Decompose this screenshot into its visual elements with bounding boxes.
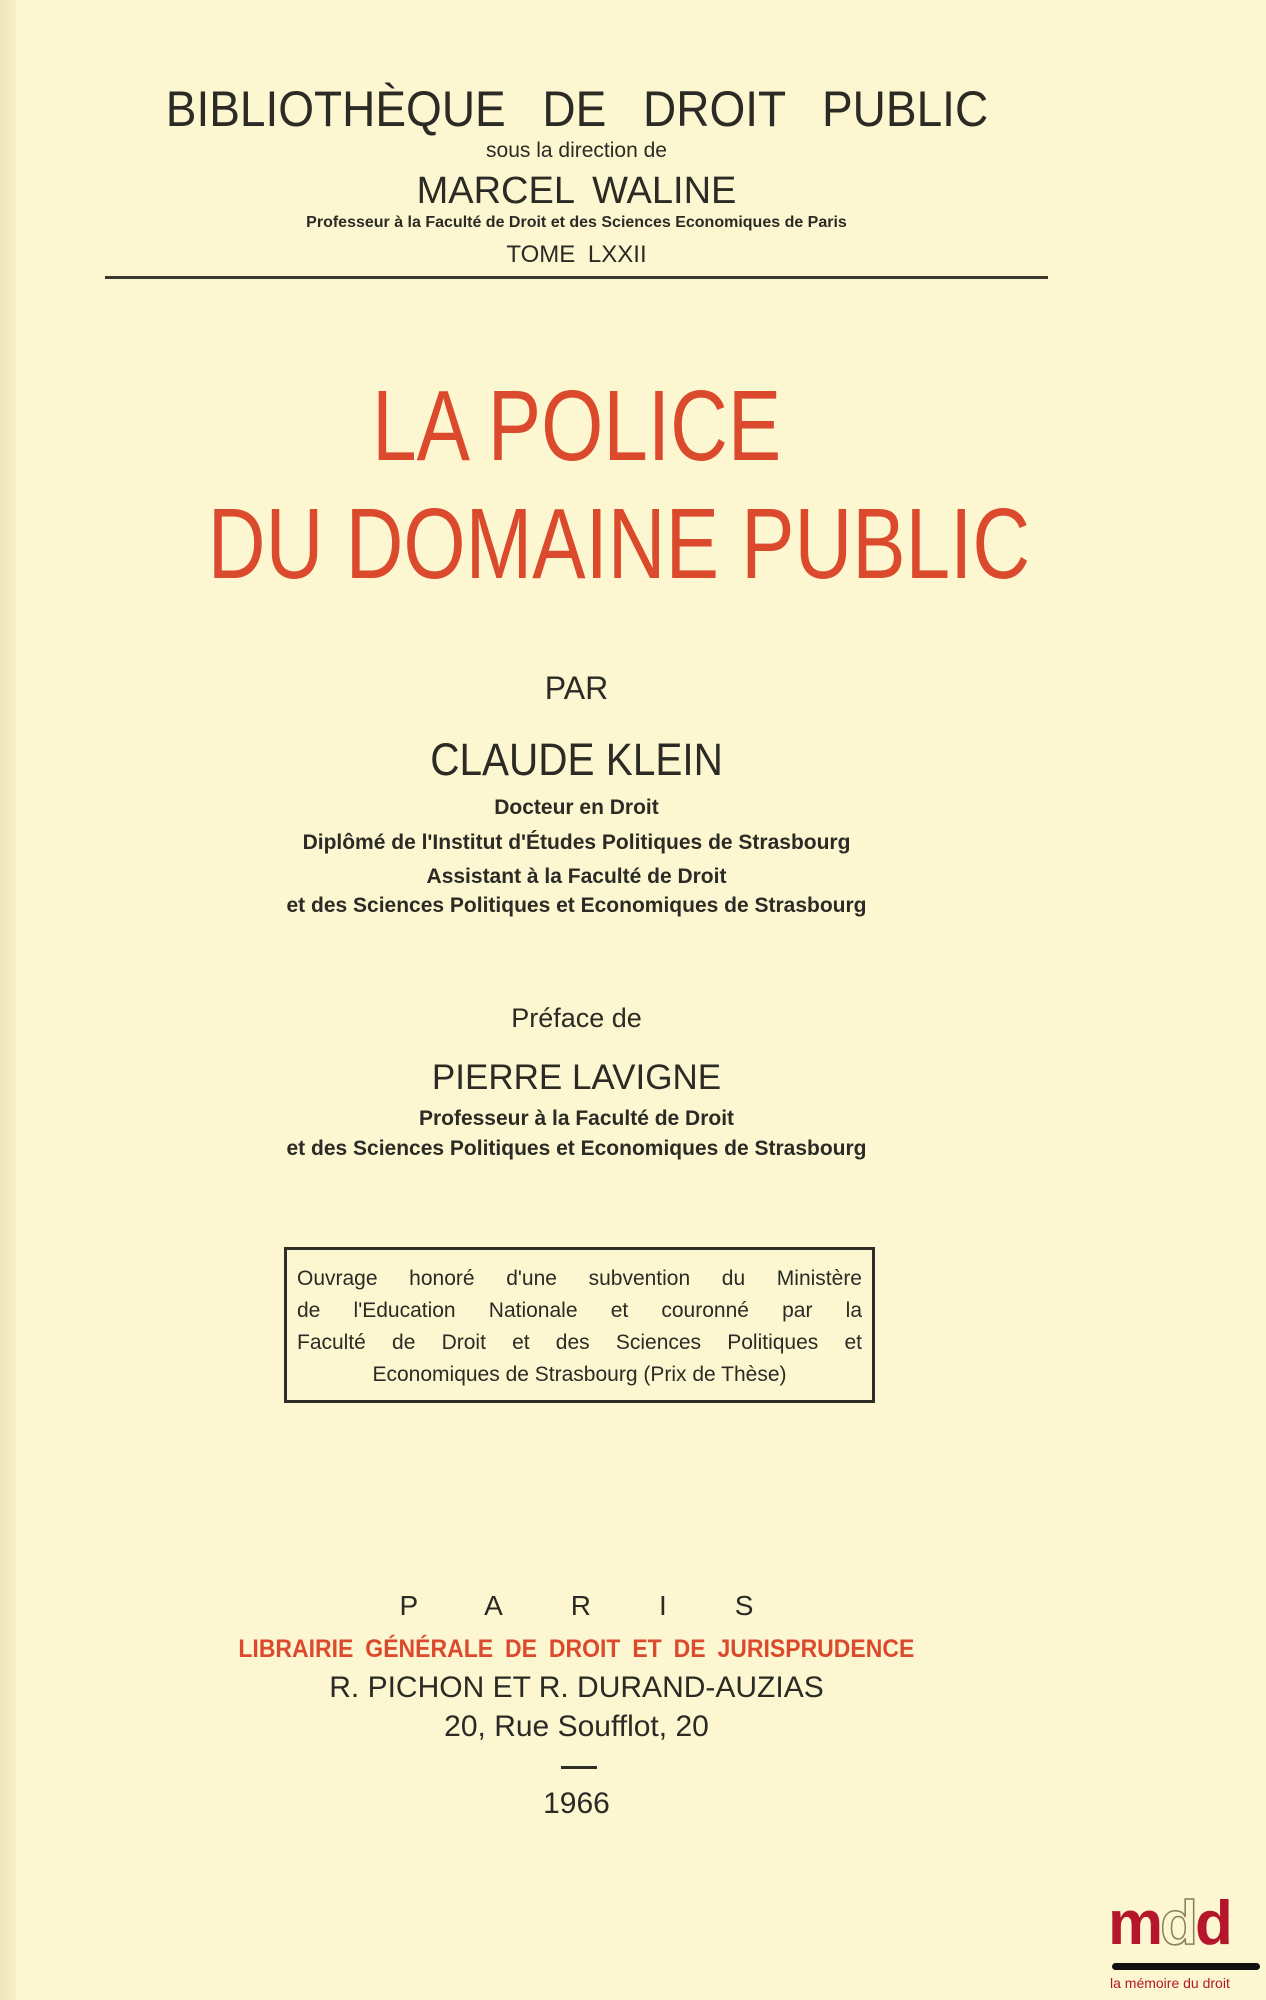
- volume-number: TOME LXXII: [506, 241, 647, 268]
- director-name: MARCEL WALINE: [416, 170, 737, 212]
- director-title: Professeur à la Faculté de Droit et des Sciences Economiques de Paris: [306, 214, 847, 231]
- preface-author-name: PIERRE LAVIGNE: [431, 1058, 722, 1097]
- author-credential: et des Sciences Politiques et Economiques de Strasbourg: [286, 894, 867, 917]
- logo-tagline: la mémoire du droit: [1110, 1975, 1230, 1991]
- header-rule: [105, 276, 1048, 279]
- separator-dash: [561, 1766, 597, 1769]
- award-notice-box: [284, 1247, 875, 1403]
- author-name: CLAUDE KLEIN: [430, 734, 723, 785]
- preface-credential: Professeur à la Faculté de Droit: [418, 1107, 735, 1130]
- title-line-2: DU DOMAINE PUBLIC: [207, 488, 1031, 600]
- preface-credential: et des Sciences Politiques et Economiques de Strasbourg: [286, 1137, 867, 1160]
- author-credential: Docteur en Droit: [494, 796, 659, 819]
- preface-label: Préface de: [511, 1003, 642, 1033]
- publication-year: 1966: [543, 1787, 610, 1820]
- publisher-address: 20, Rue Soufflot, 20: [444, 1710, 709, 1743]
- publisher-city: PARIS: [399, 1590, 822, 1621]
- author-credential: Assistant à la Faculté de Droit: [426, 865, 727, 888]
- award-line: Faculté de Droit et des Sciences Politiques et: [297, 1331, 862, 1354]
- logo-bar: [1112, 1963, 1260, 1970]
- page-fold-shadow: [0, 0, 16, 2000]
- logo-mark: mdd: [1108, 1889, 1230, 1958]
- by-label: PAR: [544, 670, 609, 706]
- publisher-owners: R. PICHON ET R. DURAND-AUZIAS: [329, 1671, 824, 1704]
- award-line: de l'Education Nationale et couronné par la: [297, 1299, 862, 1322]
- collection-title: BIBLIOTHÈQUE DE DROIT PUBLIC: [165, 81, 988, 137]
- direction-label: sous la direction de: [486, 139, 667, 162]
- mdd-logo: [1108, 1889, 1264, 1998]
- publisher-name: LIBRAIRIE GÉNÉRALE DE DROIT ET DE JURISPRUDENCE: [238, 1635, 915, 1663]
- award-line: Economiques de Strasbourg (Prix de Thèse): [372, 1363, 787, 1386]
- author-credential: Diplômé de l'Institut d'Études Politiques de Strasbourg: [302, 831, 851, 854]
- title-line-1: LA POLICE: [371, 370, 782, 482]
- award-line: Ouvrage honoré d'une subvention du Ministère: [297, 1267, 862, 1290]
